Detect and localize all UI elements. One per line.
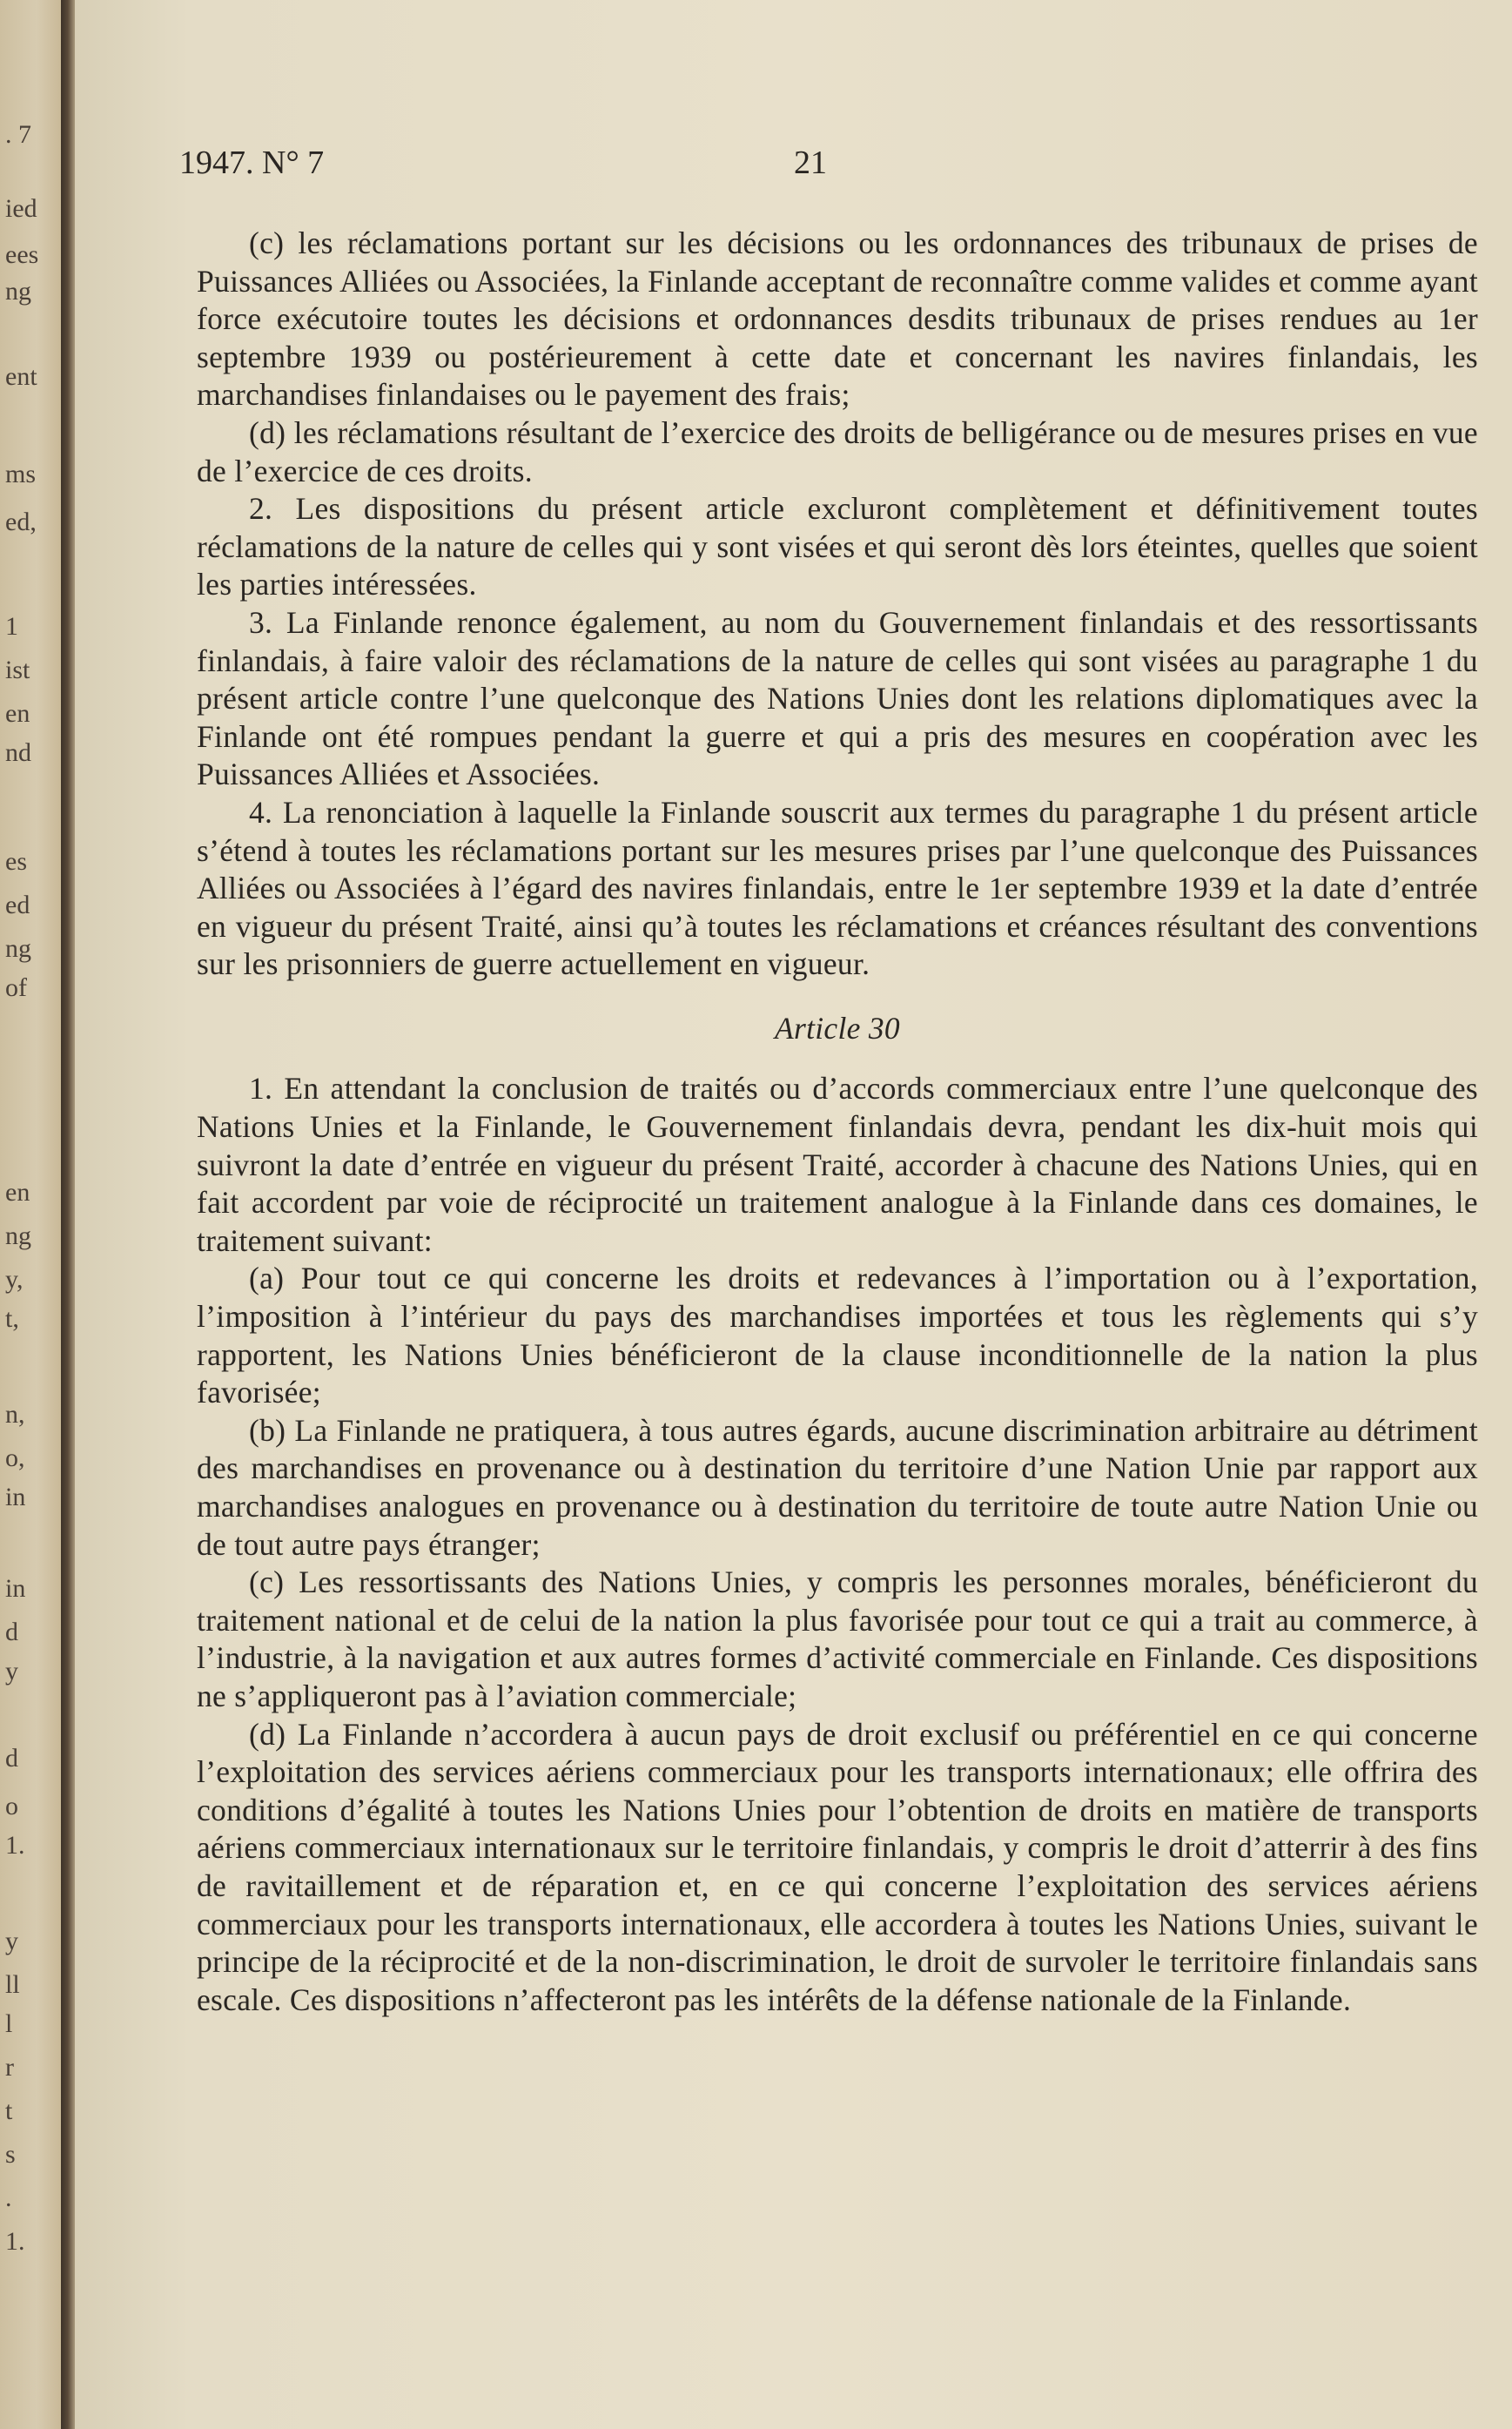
margin-fragment: ied [5,194,37,223]
margin-fragment: l [5,2009,13,2038]
article-paragraph-d: (d) La Finlande n’accordera à aucun pays de droit exclusif ou préférentiel en ce qui concerne l’exploitation des services aériens commerciaux pour les transports internationaux; elle offrira des conditions d’égalité à toutes les Nations Unies pour l’obtention de droits en matière de transports aériens commerciaux internationaux sur le territoire finlandais, y compris le droit d’atterrir à des fins de ravitaillement et de réparation et, en ce qui concerne l’exploitation des services aériens commerciaux pour les transports internationaux, elle accordera à toutes les Nations Unies, suivant le principe de la réciprocité et de la non-discrimination, le droit de survoler le territoire finlandais sans escale. Ces dispositions n’affecteront pas les intérêts de la défense nationale de la Finlande. [197,1716,1478,2017]
margin-fragment: ent [5,362,37,391]
margin-fragment: ng [5,934,31,963]
margin-fragment: d [5,1744,18,1773]
margin-fragment: en [5,699,30,728]
paragraph-2: 2. Les dispositions du présent article excluront complètement et définitivement toutes réclamations de la nature de celles qui y sont visées et qui seront dès lors éteintes, quelles que soient les parties intéressées. [197,491,1478,602]
margin-fragment: ll [5,1970,20,1999]
margin-fragment: r [5,2053,14,2082]
margin-fragment: o [5,1792,18,1820]
margin-fragment: t, [5,1304,19,1333]
page-header [179,144,1478,187]
header-year-number: 1947. N° 7 [179,145,325,181]
margin-fragment: ed [5,891,30,919]
paragraph-4: 4. La renonciation à laquelle la Finlande souscrit aux termes du paragraphe 1 du présent article s’étend à toutes les réclamations portant sur les mesures prises par l’une quelconque des Puissances Alliées ou Associées à l’égard des navires finlandais, entre le 1er septembre 1939 et la date d’entrée en vigueur du présent Traité, ainsi qu’à toutes les réclamations et créances résultant des conventions sur les prisonniers de guerre actuellement en vigueur. [197,794,1478,982]
margin-fragment: en [5,1178,30,1207]
article-paragraph-1: 1. En attendant la conclusion de traités ou d’accords commerciaux entre l’une quelconque des Nations Unies et la Finlande, le Gouvernement finlandais devra, pendant les dix-huit mois qui suivront la date d’entrée en vigueur du présent Traité, accorder à chacune des Nations Unies, qui en fait accordent par voie de réciprocité un traitement analogue à la Finlande dans ces domaines, le traitement suivant: [197,1071,1478,1258]
margin-fragment: in [5,1574,26,1603]
margin-fragment: o, [5,1443,25,1472]
margin-fragment: ees [5,240,39,269]
margin-fragment: s [5,2140,16,2169]
margin-fragment: ng [5,277,31,306]
page-number: 21 [794,145,827,181]
margin-fragment: d [5,1618,18,1646]
margin-fragment: . [5,2183,12,2212]
margin-fragment: ist [5,656,30,684]
margin-fragment: 1. [5,2227,25,2256]
margin-fragment: ed, [5,508,37,536]
article-heading: Article 30 [775,1010,900,1046]
article-paragraph-b: (b) La Finlande ne pratiquera, à tous autres égards, aucune discrimination arbitraire au détriment des marchandises en provenance ou à destination du territoire d’une Nation Unie par rapport aux marchandises analogues en provenance ou à destination du territoire de toute autre Nation Unie ou de tout autre pays étranger; [197,1412,1478,1562]
margin-fragment: n, [5,1400,25,1429]
margin-fragment: ng [5,1221,31,1250]
margin-fragment: y [5,1927,18,1955]
margin-fragment: y, [5,1265,24,1294]
margin-fragment: nd [5,738,31,767]
paragraph-c-claims: (c) les réclamations portant sur les décisions ou les ordonnances des tribunaux de prises de Puissances Alliées ou Associées, la Finlande acceptant de reconnaître comme valides et comme ayant force exécutoire toutes les décisions et ordonnances desdits tribunaux de prises rendues au 1er septembre 1939 ou postérieurement à cette date et concernant les navires finlandais, les marchandises finlandaises ou le payement des frais; [197,225,1478,413]
adjacent-page-margin [0,0,61,2429]
paragraph-3: 3. La Finlande renonce également, au nom du Gouvernement finlandais et des ressortissants finlandais, à faire valoir des réclamations de la nature de celles qui sont visées au paragraphe 1 du présent article contre l’une quelconque des Nations Unies dont les relations diplomatiques avec la Finlande ont été rompues pendant la guerre et qui a pris des mesures en coopération avec les Puissances Alliées et Associées. [197,604,1478,792]
margin-fragment: ms [5,460,37,488]
page-body [197,225,1478,2019]
margin-fragment: 1. [5,1831,25,1860]
margin-fragment: . 7 [5,120,31,149]
margin-fragment: of [5,973,27,1002]
margin-fragment: y [5,1657,18,1685]
margin-fragment: t [5,2096,13,2125]
document-page [75,0,1512,2429]
paragraph-d-claims: (d) les réclamations résultant de l’exercice des droits de belligérance ou de mesures prises en vue de l’exercice de ces droits. [197,414,1478,488]
margin-fragment: es [5,847,27,876]
book-binding [61,0,75,2429]
article-paragraph-a: (a) Pour tout ce qui concerne les droits et redevances à l’importation ou à l’exportation, l’imposition à l’intérieur du pays des marchandises importées et tous les règlements qui s’y rapportent, les Nations Unies bénéficieront de la clause inconditionnelle de la nation la plus favorisée; [197,1261,1478,1410]
margin-fragment: 1 [5,612,18,641]
margin-fragment: in [5,1483,26,1511]
article-paragraph-c: (c) Les ressortissants des Nations Unies, y compris les personnes morales, bénéficieront du traitement national et de celui de la nation la plus favorisée pour tout ce qui a trait au commerce, à l’industrie, à la navigation et aux autres formes d’activité commerciale en Finlande. Ces dispositions ne s’appliqueront pas à l’aviation commerciale; [197,1564,1478,1713]
